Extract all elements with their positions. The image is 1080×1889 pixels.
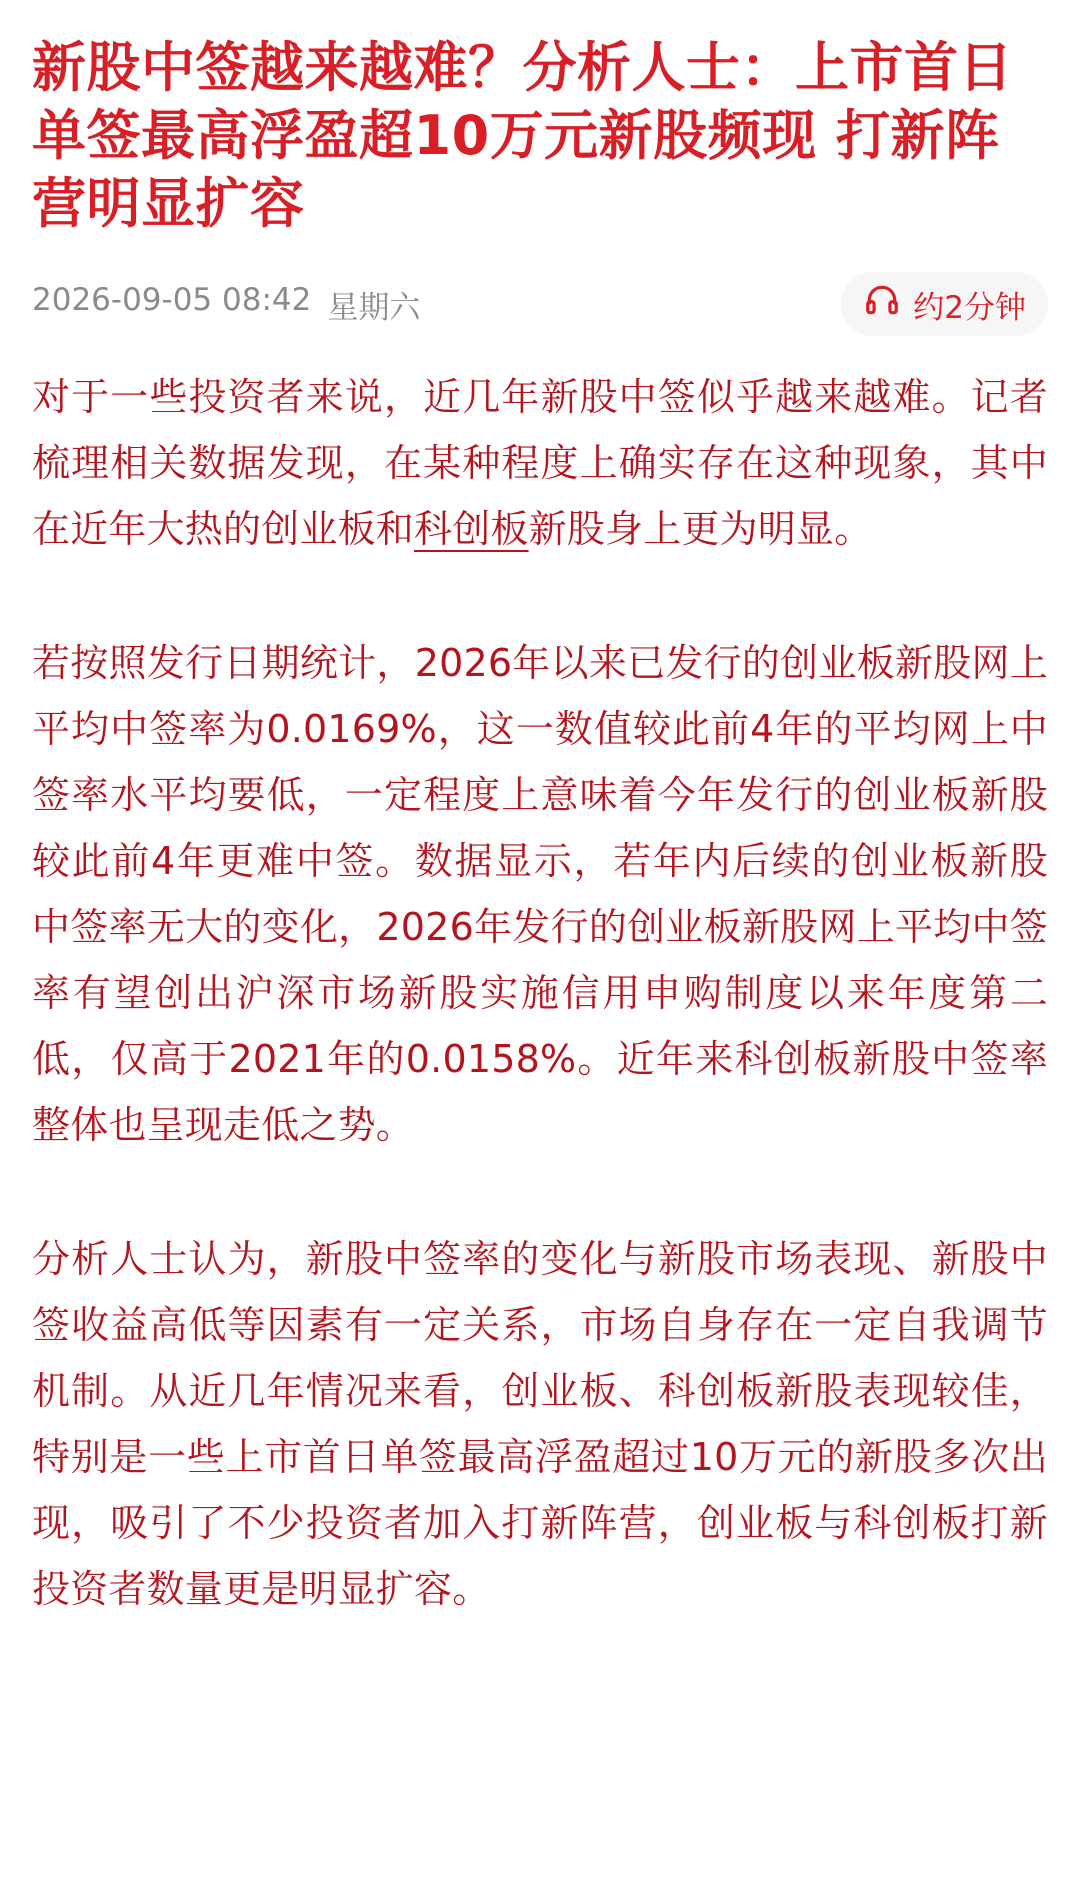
article-title: 新股中签越来越难？分析人士：上市首日单签最高浮盈超10万元新股频现 打新阵营明显扩容 — [32, 36, 1013, 235]
headphones-icon — [863, 281, 901, 327]
listen-button[interactable] — [841, 272, 1048, 336]
article — [32, 34, 1048, 1622]
publish-weekday: 星期六 — [327, 289, 421, 326]
article-paragraph-3: 分析人士认为，新股中签率的变化与新股市场表现、新股中签收益高低等因素有一定关系，市场自身存在一定自我调节机制。从近几年情况来看，创业板、科创板新股表现较佳，特别是一些上市首日单签最高浮盈超过10万元的新股多次出现，吸引了不少投资者加入打新阵营，创业板与科创板打新投资者数量更是明显扩容。 — [32, 1237, 1048, 1611]
publish-datetime: 2026-09-05 08:42 — [32, 281, 312, 318]
paragraph-1-after-link: 新股身上更为明显。 — [528, 507, 873, 551]
article-paragraph-2: 若按照发行日期统计，2026年以来已发行的创业板新股网上平均中签率为0.0169%，这一数值较此前4年的平均网上中签率水平均要低，一定程度上意味着今年发行的创业板新股较此前4年更难中签。数据显示，若年内后续的创业板新股中签率无大的变化，2026年发行的创业板新股网上平均中签率有望创出沪深市场新股实施信用申购制度以来年度第二低，仅高于2021年的0.0158%。近年来科创板新股中签率整体也呈现走低之势。 — [32, 641, 1048, 1147]
paragraph-1-before-link: 对于一些投资者来说，近几年新股中签似乎越来越难。记者梳理相关数据发现，在某种程度上确实存在这种现象，其中在近年大热的创业板和 — [32, 375, 1048, 551]
article-body — [32, 364, 1048, 1622]
publish-info — [32, 282, 420, 327]
article-paragraph-1 — [32, 364, 1048, 562]
star-market-link[interactable]: 科创板 — [414, 507, 529, 551]
listen-duration: 约2分钟 — [913, 289, 1026, 326]
article-meta — [32, 272, 1048, 336]
